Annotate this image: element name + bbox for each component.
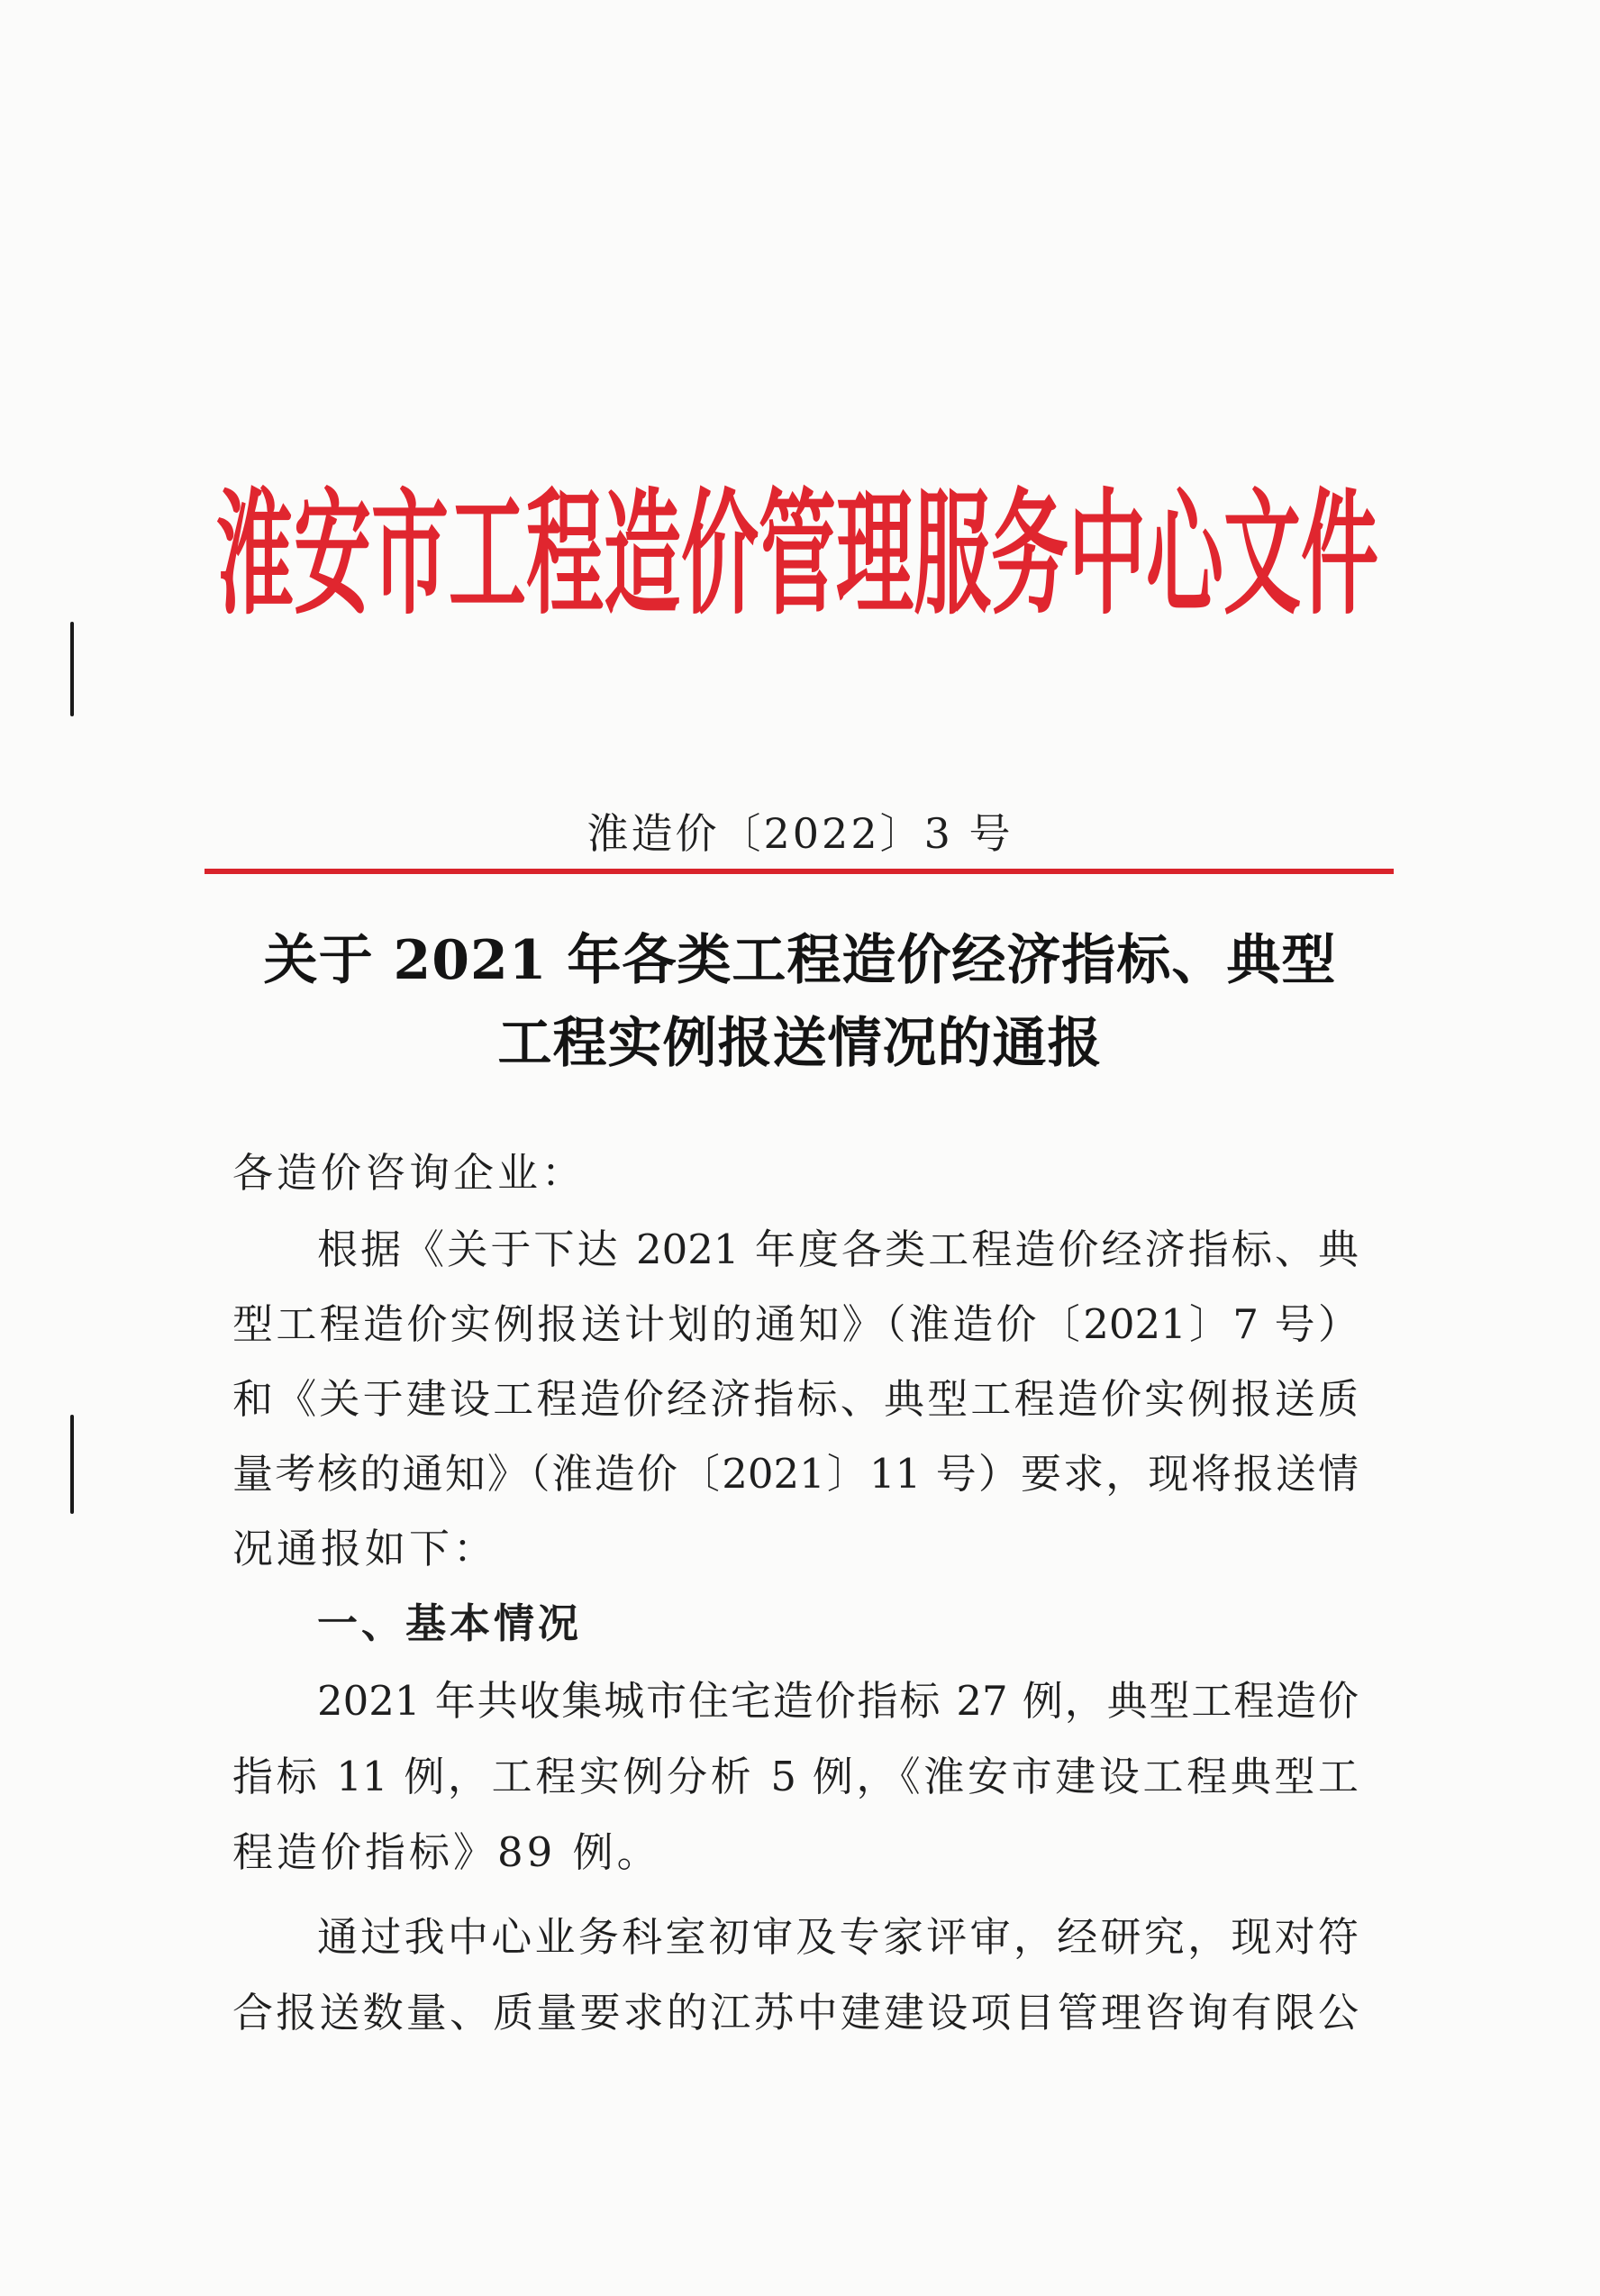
paragraph-line: 程造价指标》89 例。 xyxy=(232,1828,661,1876)
section-heading: 一、基本情况 xyxy=(317,1599,583,1647)
paragraph-line: 根据《关于下达 2021 年度各类工程造价经济指标、典 xyxy=(317,1225,1359,1273)
binding-mark-top xyxy=(70,622,74,716)
paragraph-line: 指标 11 例，工程实例分析 5 例，《淮安市建设工程典型工 xyxy=(232,1753,1359,1800)
paragraph-line: 通过我中心业务科室初审及专家评审，经研究，现对符 xyxy=(317,1913,1359,1961)
paragraph-line: 和《关于建设工程造价经济指标、典型工程造价实例报送质 xyxy=(232,1375,1359,1423)
salutation: 各造价咨询企业： xyxy=(232,1149,586,1197)
paragraph-line: 量考核的通知》（淮造价〔2021〕11 号）要求，现将报送情 xyxy=(232,1450,1359,1498)
paragraph-line: 型工程造价实例报送计划的通知》（淮造价〔2021〕7 号） xyxy=(232,1300,1359,1348)
paragraph-line: 况通报如下： xyxy=(232,1525,498,1572)
masthead xyxy=(212,446,1383,626)
document-title-line-1: 关于 2021 年各类工程造价经济指标、典型 xyxy=(263,929,1337,992)
red-divider-rule xyxy=(205,869,1394,874)
masthead-title: 淮安市工程造价管理服务中心文件 xyxy=(216,477,1378,626)
paragraph-line: 合报送数量、质量要求的江苏中建建设项目管理咨询有限公 xyxy=(232,1989,1359,2036)
paragraph-line: 2021 年共收集城市住宅造价指标 27 例，典型工程造价 xyxy=(317,1677,1359,1725)
binding-mark-bottom xyxy=(70,1415,74,1514)
document-title-line-2: 工程实例报送情况的通报 xyxy=(497,1012,1103,1075)
document-number: 淮造价〔2022〕3 号 xyxy=(586,809,1014,858)
